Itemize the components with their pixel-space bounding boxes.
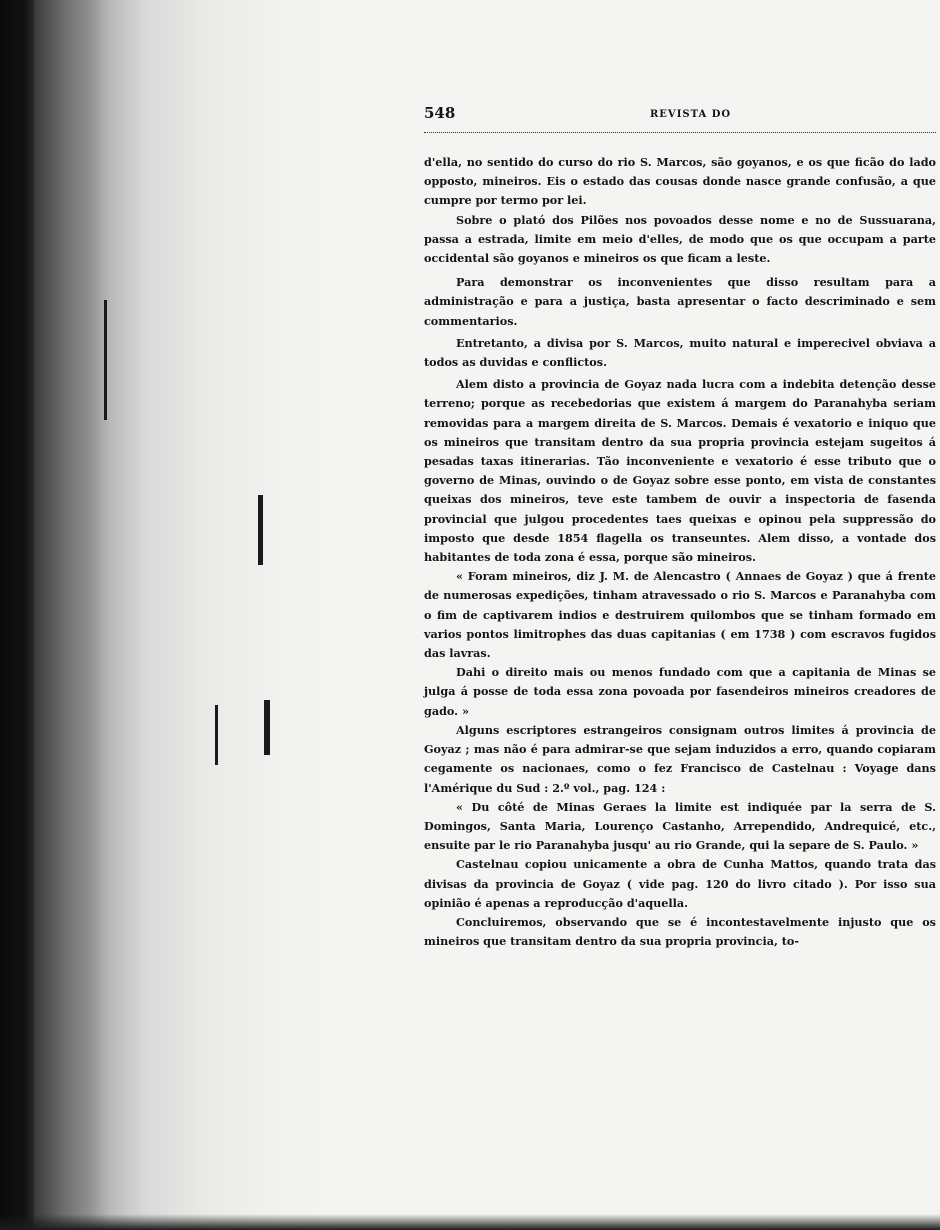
header-rule <box>424 132 936 133</box>
paragraph: « Foram mineiros, diz J. M. de Alencastro ( Annaes de Goyaz ) que á frente de numerosas expedições, tinham atravessado o rio S. Marcos e Paranahyba com o fim de captivarem indios e destruirem quilombos que se tinham formado em varios pontos limitrophes das duas capitanias ( em 1738 ) com escravos fugidos das lavras. <box>424 569 936 661</box>
binding-mark <box>215 705 218 765</box>
paragraph: « Du côté de Minas Geraes la limite est indiquée par la serra de S. Domingos, Santa Maria, Lourenço Castanho, Arrependido, Andrequicé, etc., ensuite par le rio Paranahyba jusqu' au rio Grande, qui la separe de S. Paulo. » <box>424 799 936 853</box>
paragraph: Castelnau copiou unicamente a obra de Cunha Mattos, quando trata das divisas da provincia de Goyaz ( vide pag. 120 do livro citado ). Por isso sua opinião é apenas a reproducção d'aquella. <box>424 857 936 910</box>
paragraph: Concluiremos, observando que se é incontestavelmente injusto que os mineiros que transitam dentro da sua propria provincia, to- <box>424 914 936 949</box>
binding-mark <box>258 495 263 565</box>
book-binding-edge <box>0 0 34 1230</box>
running-head: REVISTA DO <box>650 109 732 120</box>
paragraph: Alguns escriptores estrangeiros consignam outros limites á provincia de Goyaz ; mas não é para admirar-se que sejam induzidos a erro, quando copiaram cegamente os nacionaes, como o fez Francisco de Castelnau : Voyage dans l'Amérique du Sud : 2.º vol., pag. 124 : <box>424 722 936 795</box>
page-gutter-shadow <box>34 0 334 1230</box>
scan-bottom-edge <box>0 1214 940 1230</box>
binding-mark <box>264 700 270 755</box>
page-number: 548 <box>424 104 456 122</box>
paragraph: Entretanto, a divisa por S. Marcos, muito natural e imperecivel obviava a todos as duvidas e conflictos. <box>424 335 936 370</box>
paragraph: Alem disto a provincia de Goyaz nada lucra com a indebita detenção desse terreno; porque as recebedorias que existem á margem do Paranahyba seriam removidas para a margem direita de S. Marcos. Demais é vexatorio e iniquo que os mineiros que transitam dentro da sua propria provincia estejam sugeitos á pesadas taxas itinerarias. Tão inconveniente e vexatorio é esse tributo que o governo de Minas, ouvindo o de Goyaz sobre esse ponto, em vista de constantes queixas dos mineiros, teve este tambem de ouvir a inspectoria de fasenda provincial que julgou procedentes taes queixas e opinou pela suppressão do imposto que desde 1854 flagella os transeuntes. Alem disso, a vontade dos habitantes de toda zona é essa, porque são mineiros. <box>424 377 936 565</box>
paragraph: Dahi o direito mais ou menos fundado com que a capitania de Minas se julga á posse de toda essa zona povoada por fasendeiros mineiros creadores de gado. » <box>424 665 936 718</box>
paragraph: Para demonstrar os inconvenientes que disso resultam para a administração e para a justiça, basta apresentar o facto descriminado e sem commentarios. <box>424 275 936 328</box>
binding-mark <box>104 300 107 420</box>
paragraph: d'ella, no sentido do curso do rio S. Marcos, são goyanos, e os que ficão do lado opposto, mineiros. Eis o estado das cousas donde nasce grande confusão, a que cumpre por termo por lei. <box>424 155 936 208</box>
paragraph: Sobre o plató dos Pilões nos povoados desse nome e no de Sussuarana, passa a estrada, limite em meio d'elles, de modo que os que occupam a parte occidental são goyanos e mineiros os que ficam a leste. <box>424 212 936 266</box>
page-header <box>424 104 936 128</box>
document-page <box>424 104 936 951</box>
